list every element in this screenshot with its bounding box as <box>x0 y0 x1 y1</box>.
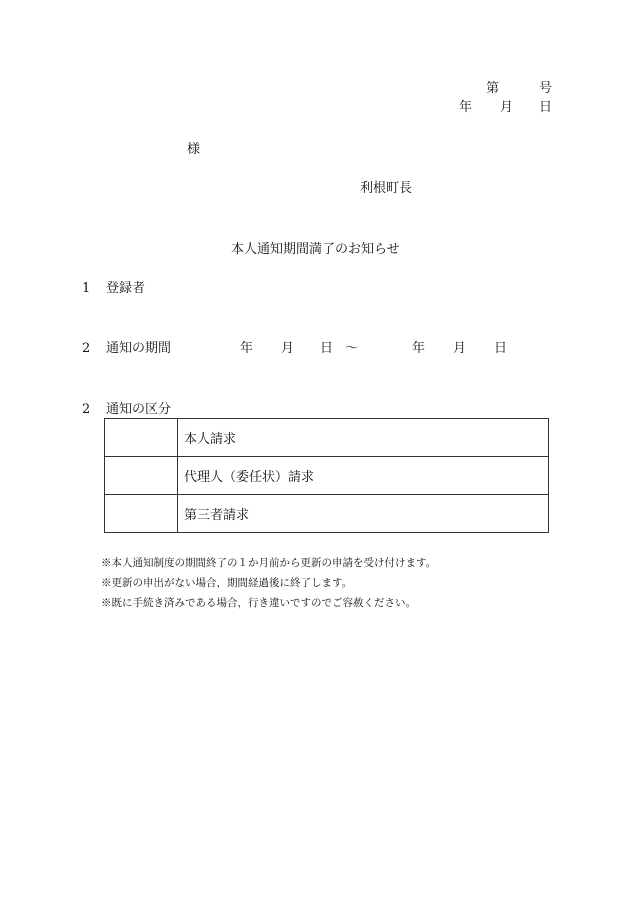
period-end-day: 日 <box>494 341 508 356</box>
date-year-label: 年 <box>459 100 473 115</box>
document-number-label: 第 <box>486 81 500 96</box>
category-check-cell[interactable] <box>105 495 178 533</box>
section-number-period: 2 <box>82 341 91 356</box>
recipient-honorific: 様 <box>187 142 201 157</box>
section-number-registrant: 1 <box>82 281 91 296</box>
note-renewal-application: ※本人通知制度の期間終了の１か月前から更新の申請を受け付けます。 <box>101 557 437 569</box>
section-label-category: 通知の区分 <box>106 402 172 417</box>
sender-name: 利根町長 <box>360 181 413 196</box>
category-label: 代理人（委任状）請求 <box>178 457 549 495</box>
document-title: 本人通知期間満了のお知らせ <box>231 242 400 257</box>
category-label: 本人請求 <box>178 419 549 457</box>
table-row <box>105 495 549 533</box>
note-no-renewal: ※更新の申出がない場合，期間経過後に終了します。 <box>101 577 353 589</box>
period-start-month: 月 <box>281 341 295 356</box>
period-start-day: 日 <box>320 341 334 356</box>
section-label-registrant: 登録者 <box>106 281 146 296</box>
date-month-label: 月 <box>500 100 514 115</box>
note-already-processed: ※既に手続き済みである場合，行き違いですのでご容赦ください。 <box>101 597 416 609</box>
section-label-period: 通知の期間 <box>106 341 172 356</box>
table-row <box>105 419 549 457</box>
period-end-year: 年 <box>412 341 426 356</box>
period-separator: ～ <box>345 341 359 356</box>
table-row <box>105 457 549 495</box>
date-day-label: 日 <box>539 100 553 115</box>
category-check-cell[interactable] <box>105 457 178 495</box>
document-number-suffix: 号 <box>539 81 553 96</box>
category-label: 第三者請求 <box>178 495 549 533</box>
period-start-year: 年 <box>240 341 254 356</box>
category-check-cell[interactable] <box>105 419 178 457</box>
notification-category-table <box>104 418 549 533</box>
period-end-month: 月 <box>453 341 467 356</box>
section-number-category: 2 <box>82 402 91 417</box>
